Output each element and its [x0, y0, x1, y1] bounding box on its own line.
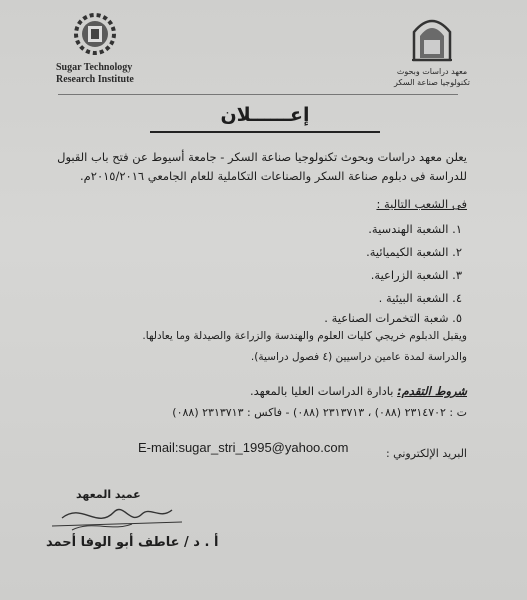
institute-ar-line1: معهد دراسات وبحوث: [396, 67, 468, 76]
announcement-title: إعــــــلان: [220, 104, 310, 126]
dean-name: أ . د / عاطف أبو الوفا أحمد: [46, 535, 219, 550]
email-address: E-mail:sugar_stri_1995@yahoo.com: [138, 440, 349, 455]
phone-fax-line: ت : ٢٣١٤٧٠٢ (٠٨٨) ، ٢٣١٣٧١٣ (٠٨٨) - فاكس : ٢٣١٣٧١٣ (٠٨٨): [172, 406, 467, 419]
duration-text: والدراسة لمدة عامين دراسيين (٤ فصول دراسية).: [250, 351, 467, 363]
branch-item: ٥. شعبة التخمرات الصناعية .: [324, 311, 462, 325]
application-conditions: [250, 384, 467, 398]
branch-item: ٤. الشعبة البيئية .: [378, 291, 462, 305]
title-underline: [150, 131, 380, 133]
institute-name-arabic: [378, 66, 486, 88]
branch-item: ١. الشعبة الهندسية.: [368, 222, 462, 236]
branches-label: فى الشعب التالية :: [376, 197, 467, 211]
email-label: البريد الإلكتروني :: [385, 447, 467, 460]
sugar-institute-gear-logo: [66, 12, 124, 58]
institute-arch-logo: [410, 14, 454, 62]
handwritten-signature: [42, 498, 192, 538]
eligibility-paragraph: [47, 326, 467, 368]
apply-text: بادارة الدراسات العليا بالمعهد.: [249, 384, 394, 398]
institute-ar-line2: تكنولوجيا صناعة السكر: [394, 78, 470, 87]
header-divider: [58, 94, 458, 95]
institute-en-line1: Sugar Technology: [56, 62, 133, 73]
eligibility-text: ويقبل الدبلوم خريجي كليات العلوم والهندسة والزراعة والصيدلة وما يعادلها.: [142, 330, 467, 342]
intro-paragraph: يعلن معهد دراسات وبحوث تكنولوجيا صناعة السكر - جامعة أسيوط عن فتح باب القبول للدراسة فى دبلوم صناعة السكر والصناعات التكاملية للعام الجامعي ٢٠١٥/٢٠١٦م.: [57, 150, 467, 183]
branch-item: ٣. الشعبة الزراعية.: [370, 268, 462, 282]
institute-name-english: [56, 62, 176, 86]
branch-item: ٢. الشعبة الكيميائية.: [366, 245, 462, 259]
institute-en-line2: Research Institute: [56, 74, 134, 85]
apply-label: شروط التقدم:: [397, 384, 467, 398]
dean-title: عميد المعهد: [76, 488, 141, 501]
